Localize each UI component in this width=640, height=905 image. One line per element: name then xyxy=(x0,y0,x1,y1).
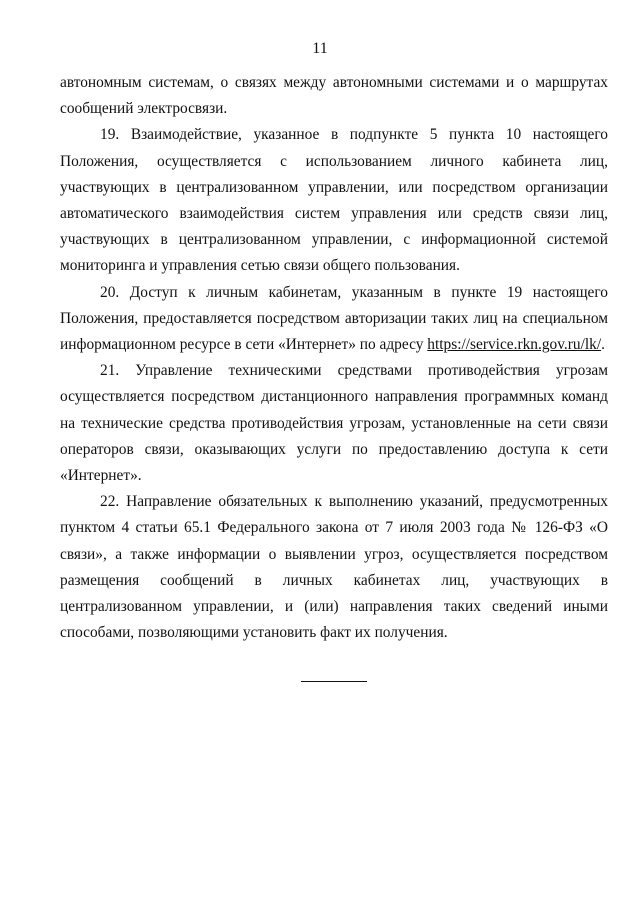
paragraph-20 xyxy=(60,280,608,359)
document-body xyxy=(60,70,608,646)
paragraph-continuation: автономным системам, о связях между автономными системами и о маршрутах сообщений электросвязи. xyxy=(60,74,608,118)
service-link[interactable]: https://service.rkn.gov.ru/lk/ xyxy=(427,336,602,354)
paragraph-20-end: . xyxy=(601,336,605,354)
page-number: 11 xyxy=(312,40,328,57)
paragraph-21: 21. Управление техническими средствами противодействия угрозам осуществляется посредством дистанционного направления программных команд на технические средства противодействия угрозам, установленные на сети связи операторов связи, оказывающих услуги по предоставлению доступа к сети «Интернет». xyxy=(60,362,608,485)
paragraph-19: 19. Взаимодействие, указанное в подпункте 5 пункта 10 настоящего Положения, осуществляется с использованием личного кабинета лиц, участвующих в централизованном управлении, или посредством организации автоматического взаимодействия систем управления или средств связи лиц, участвующих в централизованном управлении, с информационной системой мониторинга и управления сетью связи общего пользования. xyxy=(60,126,608,275)
paragraph-20-text: 20. Доступ к личным кабинетам, указанным в пункте 19 настоящего Положения, предоставляется посредством авторизации таких лиц на специальном информационном ресурсе в сети «Интернет» по адресу xyxy=(60,283,608,354)
end-rule xyxy=(301,681,367,682)
paragraph-22: 22. Направление обязательных к выполнению указаний, предусмотренных пунктом 4 статьи 65.1 Федерального закона от 7 июля 2003 года № 126-ФЗ «О связи», а также информации о выявлении угроз, осуществляется посредством размещения сообщений в личных кабинетах лиц, участвующих в централизованном управлении, и (или) направления таких сведений иными способами, позволяющими установить факт их получения. xyxy=(60,493,608,642)
